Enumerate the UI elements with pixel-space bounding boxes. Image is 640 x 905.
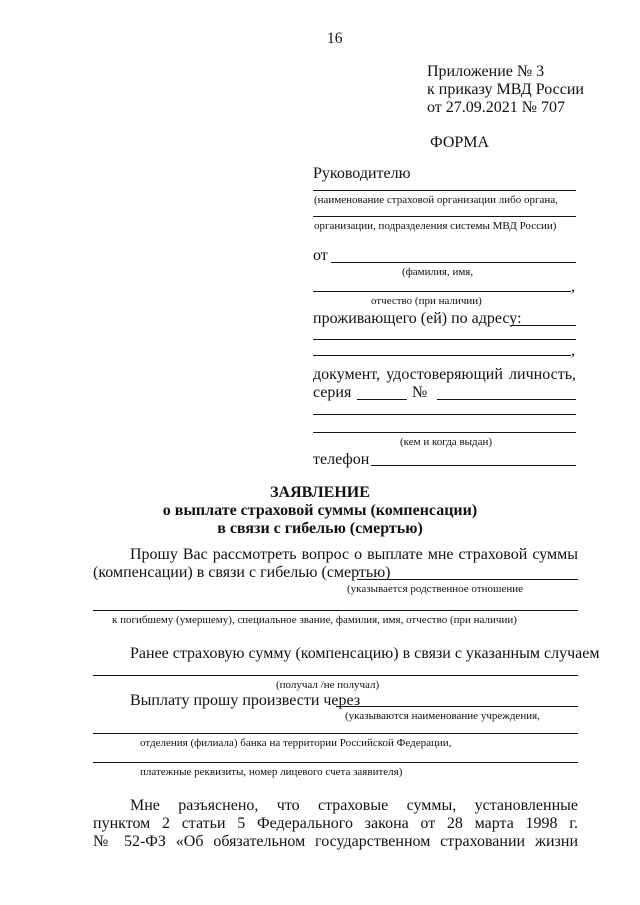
explained-line-1: Мне разъяснено, что страховые суммы, установленные (130, 797, 578, 814)
hint-requisites: платежные реквизиты, номер лицевого счета заявителя) (140, 766, 403, 778)
address-line-1[interactable] (511, 325, 576, 326)
org-name-line[interactable] (313, 190, 576, 191)
hint-issued: (кем и когда выдан) (400, 436, 493, 448)
explained-line-2: пунктом 2 статьи 5 Федерального закона от 28 марта 1998 г. (93, 815, 578, 832)
comma-2: , (571, 342, 575, 359)
comma-1: , (571, 278, 575, 295)
addressee-to: Руководителю (313, 165, 411, 182)
deceased-line[interactable] (93, 610, 578, 611)
from-name-line[interactable] (331, 262, 576, 263)
earlier-line: Ранее страховую сумму (компенсацию) в связи с указанным случаем (130, 645, 600, 662)
appendix-order: к приказу МВД России (427, 81, 584, 98)
address-line-3[interactable] (313, 355, 571, 356)
title-line-2: о выплате страховой суммы (компенсации) (162, 502, 478, 519)
hint-deceased: к погибшему (умершему), специальное звание, фамилия, имя, отчество (при наличии) (112, 614, 517, 626)
page-number: 16 (327, 30, 343, 47)
title-line-3: в связи с гибелью (смертью) (217, 520, 423, 537)
request-line-1: Прошу Вас рассмотреть вопрос о выплате мне страховой суммы (130, 546, 578, 563)
org-unit-line[interactable] (313, 216, 576, 217)
hint-received: (получал /не получал) (276, 679, 380, 691)
request-line-2: (компенсации) в связи с гибелью (смертью) (93, 564, 391, 581)
branch-line[interactable] (93, 733, 578, 734)
from-label: от (313, 247, 328, 264)
hint-name-1: (фамилия, имя, (402, 266, 474, 278)
issued-line-1[interactable] (313, 414, 576, 415)
phone-line[interactable] (371, 465, 576, 466)
series-label: серия (313, 384, 352, 401)
relation-line[interactable] (357, 579, 578, 580)
appendix-date: от 27.09.2021 № 707 (427, 99, 566, 116)
explained-line-3: № 52-ФЗ «Об обязательном государственном страховании жизни (93, 833, 578, 850)
received-line[interactable] (93, 675, 578, 676)
number-line[interactable] (437, 399, 576, 400)
title-line-1: ЗАЯВЛЕНИЕ (270, 484, 370, 501)
address-line-2[interactable] (313, 339, 576, 340)
hint-branch: отделения (филиала) банка на территории Российской Федерации, (140, 737, 452, 749)
hint-org-1: (наименование страховой организации либо органа, (314, 194, 558, 206)
phone-label: телефон (313, 451, 370, 468)
residing-label: проживающего (ей) по адресу: (313, 310, 522, 327)
hint-name-2: отчество (при наличии) (371, 295, 482, 307)
patronymic-line[interactable] (313, 291, 571, 292)
hint-relation: (указывается родственное отношение (347, 583, 523, 595)
payment-label: Выплату прошу произвести через (130, 692, 361, 709)
requisites-line[interactable] (93, 762, 578, 763)
appendix-number: Приложение № 3 (427, 63, 545, 80)
number-sign: № (412, 384, 428, 401)
payment-line[interactable] (336, 706, 578, 707)
hint-institution: (указываются наименование учреждения, (345, 710, 540, 722)
series-line[interactable] (357, 399, 407, 400)
id-document-label: документ, удостоверяющий личность, (313, 366, 576, 383)
issued-line-2[interactable] (313, 432, 576, 433)
form-label: ФОРМА (430, 134, 490, 151)
hint-org-2: организации, подразделения системы МВД России) (314, 220, 557, 232)
